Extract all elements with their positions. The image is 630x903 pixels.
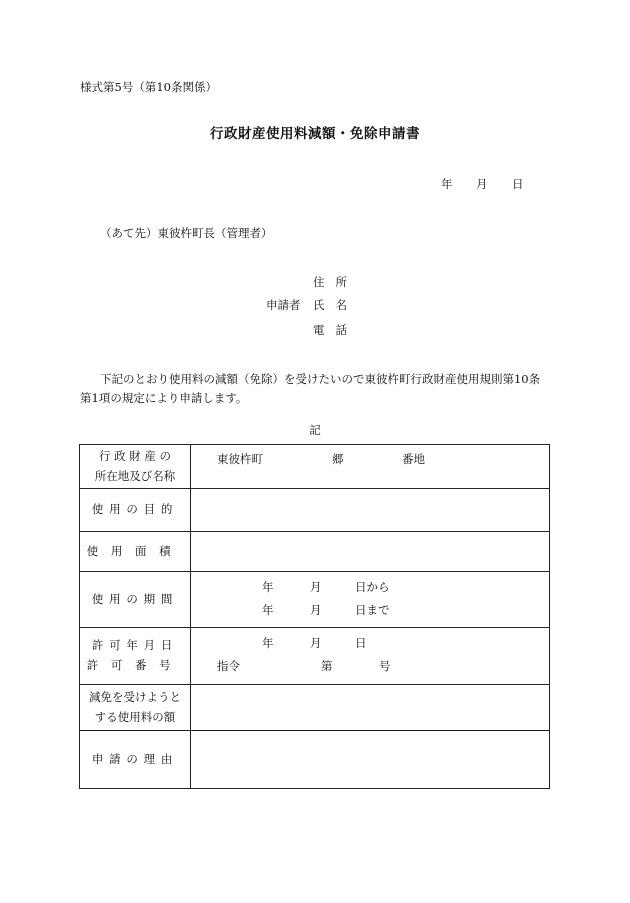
date-day-label: 日 xyxy=(512,177,524,191)
period-until-day: 日まで xyxy=(355,603,390,617)
permit-day: 日 xyxy=(355,636,367,650)
permit-field[interactable] xyxy=(191,628,550,685)
table-row-fee xyxy=(80,685,550,731)
date-month-label: 月 xyxy=(476,177,488,191)
applicant-label: 申請者 xyxy=(266,298,301,312)
addressee: （あて先）東彼杵町長（管理者） xyxy=(100,226,273,240)
table-row-location xyxy=(80,445,550,489)
location-banchi: 番地 xyxy=(402,452,425,466)
period-from-month: 月 xyxy=(310,580,322,594)
body-text-line-1: 下記のとおり使用料の減額（免除）を受けたいので東彼杵町行政財産使用規則第10条 xyxy=(100,372,541,386)
table-row-reason xyxy=(80,731,550,789)
purpose-field[interactable] xyxy=(191,489,550,532)
permit-month: 月 xyxy=(310,636,322,650)
body-text-line-2: 第1項の規定により申請します。 xyxy=(80,391,248,405)
purpose-label: 使用の目的 xyxy=(80,489,191,532)
period-from-day: 日から xyxy=(355,580,390,594)
location-label-line-2: 所在地及び名称 xyxy=(94,468,176,483)
location-field[interactable] xyxy=(191,445,550,489)
table-row-permit xyxy=(80,628,550,685)
table-row-purpose xyxy=(80,489,550,532)
ki-heading: 記 xyxy=(309,423,321,437)
location-label xyxy=(80,445,191,489)
reason-label: 申請の理由 xyxy=(80,731,191,789)
fee-label-line-2: する使用料の額 xyxy=(94,709,176,724)
permit-go: 号 xyxy=(379,659,391,673)
date-year-label: 年 xyxy=(441,177,453,191)
fee-label-line-1: 減免を受けようと xyxy=(89,689,181,704)
phone-label: 電話 xyxy=(313,323,358,337)
permit-dai: 第 xyxy=(321,659,333,673)
table-row-area xyxy=(80,532,550,572)
address-label: 住所 xyxy=(313,275,358,289)
permit-year: 年 xyxy=(262,636,274,650)
area-field[interactable] xyxy=(191,532,550,572)
fee-field[interactable] xyxy=(191,685,550,731)
period-until-month: 月 xyxy=(310,603,322,617)
document-title: 行政財産使用料減額・免除申請書 xyxy=(210,126,420,142)
name-label: 氏名 xyxy=(313,298,358,312)
permit-label-line-1: 許可年月日 xyxy=(91,638,179,653)
location-label-line-1: 行 政 財 産 の xyxy=(98,448,172,463)
application-table xyxy=(79,444,550,789)
fee-label xyxy=(80,685,191,731)
reason-field[interactable] xyxy=(191,731,550,789)
permit-label-line-2: 許可番号 xyxy=(86,658,184,672)
period-from-year: 年 xyxy=(262,580,274,594)
period-label: 使用の期間 xyxy=(80,572,191,628)
permit-label xyxy=(80,628,191,685)
form-number: 様式第5号（第10条関係） xyxy=(80,80,217,94)
table-row-period xyxy=(80,572,550,628)
permit-shirei: 指令 xyxy=(217,659,240,673)
period-until-year: 年 xyxy=(262,603,274,617)
location-town: 東彼杵町 xyxy=(217,452,263,466)
location-go: 郷 xyxy=(332,452,344,466)
area-label: 使用面積 xyxy=(80,532,191,572)
period-field[interactable] xyxy=(191,572,550,628)
